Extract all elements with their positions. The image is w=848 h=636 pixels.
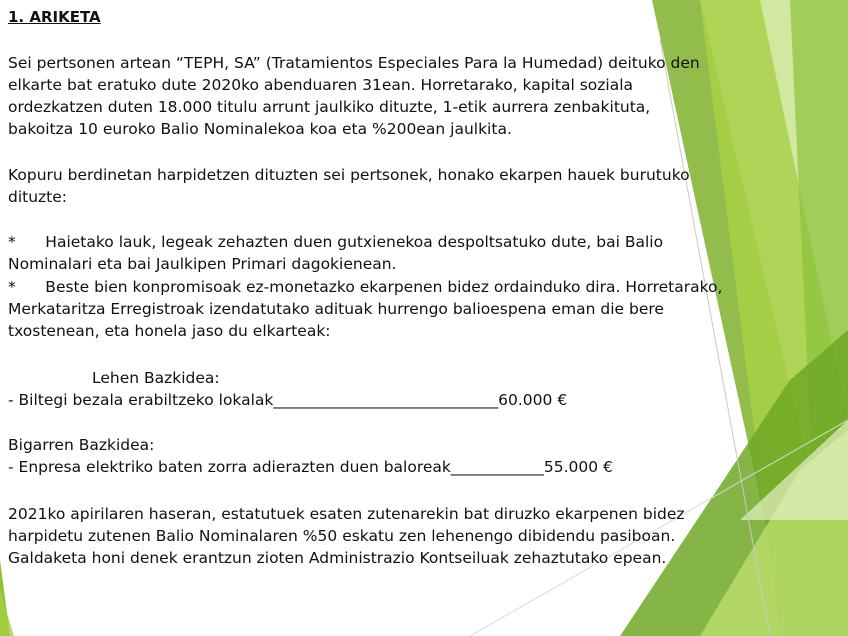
partner-2-heading: Bigarren Bazkidea: bbox=[8, 436, 155, 454]
paragraph-1-line-4: bakoitza 10 euroko Balio Nominalekoa koa eta %200ean jaulkita. bbox=[8, 120, 512, 138]
paragraph-3-line-2: harpidetu zutenen Balio Nominalaren %50 eskatu zen lehenengo dibidendu pasiboan. bbox=[8, 527, 676, 545]
partner-1-heading: Lehen Bazkidea: bbox=[92, 369, 220, 387]
paragraph-2-line-2: dituzte: bbox=[8, 188, 68, 206]
bullet-2-line-1: * Beste bien konpromisoak ez-monetazko ekarpenen bidez ordainduko dira. Horretarako, bbox=[8, 278, 723, 296]
paragraph-1-line-2: elkarte bat eratuko dute 2020ko abenduaren 31ean. Horretarako, kapital soziala bbox=[8, 76, 634, 94]
paragraph-1-line-3: ordezkatzen duten 18.000 titulu arrunt jaulkiko dituzte, 1-etik aurrera zenbakituta, bbox=[8, 98, 651, 116]
bullet-2-line-3: txostenean, eta honela jaso du elkarteak: bbox=[8, 322, 331, 340]
bullet-1-line-2: Nominalari eta bai Jaulkipen Primari dagokienean. bbox=[8, 255, 397, 273]
paragraph-1-line-1: Sei pertsonen artean “TEPH, SA” (Tratamientos Especiales Para la Humedad) deituko den bbox=[8, 54, 700, 72]
paragraph-3-line-1: 2021ko apirilaren haseran, estatutuek esaten zutenarekin bat diruzko ekarpenen bidez bbox=[8, 505, 685, 523]
partner-2-item: - Enpresa elektriko baten zorra adierazten duen baloreak____________55.000 € bbox=[8, 458, 613, 476]
partner-1-item: - Biltegi bezala erabiltzeko lokalak_____________________________60.000 € bbox=[8, 391, 568, 409]
paragraph-2-line-1: Kopuru berdinetan harpidetzen dituzten sei pertsonek, honako ekarpen hauek burutuko bbox=[8, 166, 690, 184]
paragraph-3-line-3: Galdaketa honi denek erantzun zioten Administrazio Kontseiluak zehaztutako epean. bbox=[8, 549, 667, 567]
slide-title: 1. ARIKETA bbox=[8, 8, 101, 26]
bullet-2-line-2: Merkataritza Erregistroak izendatutako adituak hurrengo balioespena eman die bere bbox=[8, 300, 664, 318]
bullet-1-line-1: * Haietako lauk, legeak zehazten duen gutxienekoa despoltsatuko dute, bai Balio bbox=[8, 233, 664, 251]
